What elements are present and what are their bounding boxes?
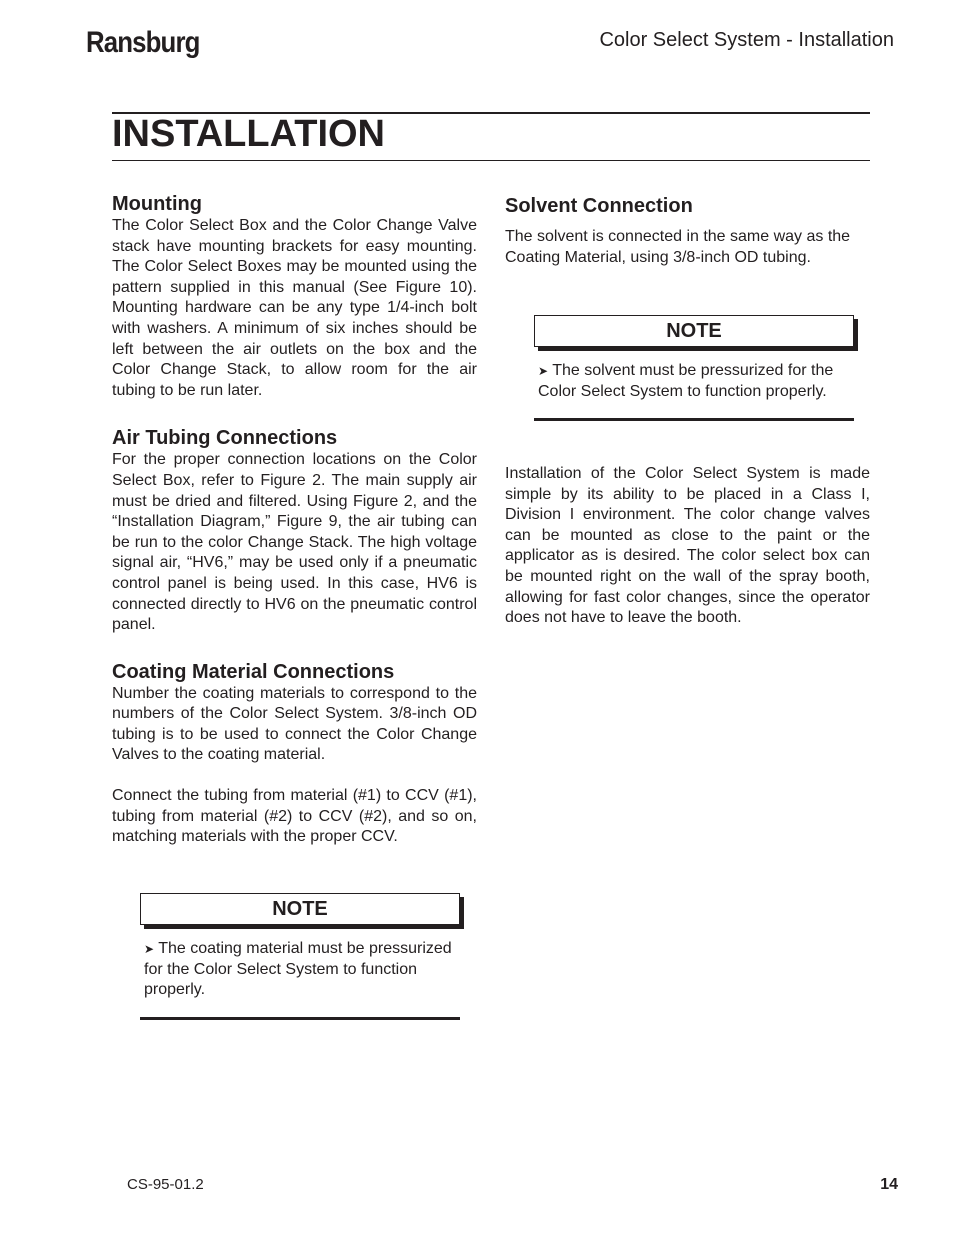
coating-material-body-2: Connect the tubing from material (#1) to CCV (#1), tubing from material (#2) to CCV (#2), and so on, matching materials with the proper CCV. [112, 787, 477, 846]
solvent-note [534, 315, 854, 421]
air-tubing-heading: Air Tubing Connections [112, 427, 338, 450]
coating-material-heading: Coating Material Connections [112, 660, 395, 683]
note-title: NOTE [140, 893, 460, 925]
document-id: CS-95-01.2 [127, 1176, 204, 1193]
note-text [534, 361, 854, 402]
solvent-heading: Solvent Connection [505, 195, 693, 217]
solvent-body: The solvent is connected in the same way as the Coating Material, using 3/8-inch OD tubing. [505, 228, 851, 266]
mounting-section [112, 192, 477, 401]
note-title: NOTE [534, 315, 854, 347]
note-bottom-rule [534, 418, 854, 421]
arrow-bullet-icon: ➤ [538, 364, 549, 378]
page-title: INSTALLATION [112, 113, 385, 155]
solvent-section [505, 194, 870, 268]
note-text [140, 939, 460, 1001]
right-column [505, 194, 870, 268]
left-column [112, 192, 477, 848]
coating-note [140, 893, 460, 1020]
mounting-body: The Color Select Box and the Color Change Valve stack have mounting brackets for easy mounting. The Color Select Boxes may be mounted using the pattern supplied in this manual (See Figure 10). Mounting hardware can be any type 1/4-inch bolt with washers. A minimum of six inches should be left between the air outlets on the box and the Color Change Stack, to allow room for the air tubing to be run later. [112, 217, 477, 399]
air-tubing-section [112, 426, 477, 635]
heading-bottom-rule [112, 160, 870, 161]
air-tubing-body: For the proper connection locations on the Color Select Box, refer to Figure 2. The main supply air must be dried and filtered. Using Figure 2, and the “Installation Diagram,” Figure 9, the air tubing can be run to the color Change Stack. The high voltage signal air, “HV6,” may be used only if a pneumatic control panel is being used. In this case, HV6 is connected directly to HV6 on the pneumatic control panel. [112, 451, 477, 634]
arrow-bullet-icon: ➤ [144, 942, 155, 956]
page-number: 14 [880, 1176, 898, 1193]
note-text-body: The coating material must be pressurized for the Color Select System to function properly. [144, 940, 452, 999]
running-header-title: Color Select System - Installation [599, 29, 894, 51]
installation-text-block [505, 464, 870, 629]
coating-material-body-1: Number the coating materials to correspond to the numbers of the Color Select System. 3/8-inch OD tubing is to be used to connect the Color Change Valves to the coating material. [112, 684, 477, 764]
brand-logo: Ransburg [86, 26, 200, 59]
note-bottom-rule [140, 1017, 460, 1020]
installation-body: Installation of the Color Select System is made simple by its ability to be placed in a Class I, Division I environment. The color change valves can be mounted as close to the paint or the applicator as is desired. The color select box can be mounted right on the wall of the spray booth, allowing for fast color changes, since the operator does not have to leave the booth. [505, 465, 870, 627]
mounting-heading: Mounting [112, 193, 202, 215]
note-text-body: The solvent must be pressurized for the Color Select System to function properly. [538, 362, 834, 400]
coating-material-section [112, 660, 477, 848]
